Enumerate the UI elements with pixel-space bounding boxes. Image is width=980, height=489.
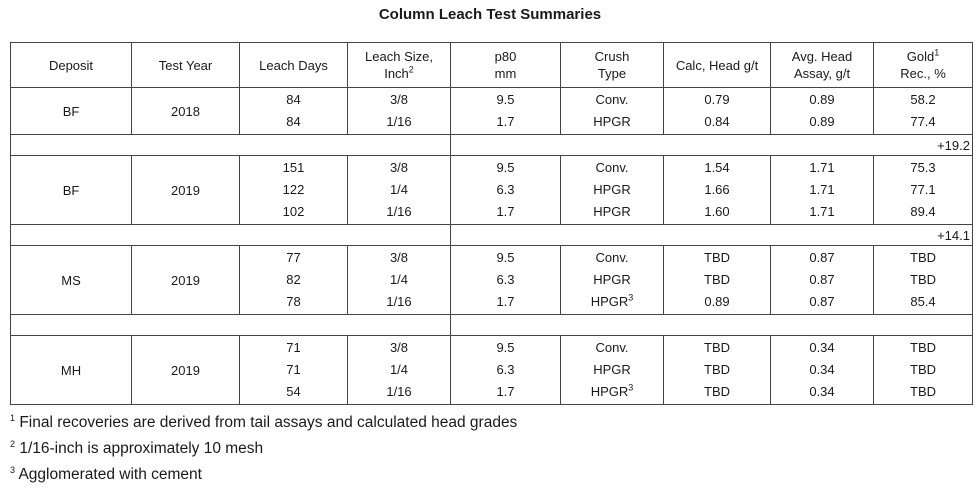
crush-text: Conv. xyxy=(595,340,629,355)
days-cell xyxy=(240,156,348,225)
calc-text: 0.84 xyxy=(704,114,730,129)
crush-value xyxy=(561,247,663,269)
calc-text: 1.66 xyxy=(704,182,730,197)
header-leach-size-line2: Inch xyxy=(384,66,409,81)
avg-text: 0.34 xyxy=(809,362,835,377)
recovery-difference xyxy=(451,315,973,336)
crush-value xyxy=(561,291,663,313)
header-gold-line2: Rec., % xyxy=(900,66,946,81)
avg-text: 0.87 xyxy=(809,294,835,309)
gold-text: TBD xyxy=(910,250,936,265)
calc-text: 0.79 xyxy=(704,92,730,107)
size-value xyxy=(348,291,450,313)
test-year-cell: 2019 xyxy=(132,336,240,405)
days-text: 122 xyxy=(282,182,305,197)
footnote xyxy=(10,410,517,436)
gold-value xyxy=(874,89,972,111)
size-value xyxy=(348,111,450,133)
test-year-cell: 2018 xyxy=(132,88,240,135)
gold-text: TBD xyxy=(910,362,936,377)
crush-cell xyxy=(561,88,664,135)
size-value xyxy=(348,201,450,223)
avg-value xyxy=(771,269,873,291)
crush-cell xyxy=(561,336,664,405)
avg-text: 1.71 xyxy=(809,160,835,175)
crush-cell xyxy=(561,156,664,225)
p80-text: 1.7 xyxy=(496,384,515,399)
calc-value xyxy=(664,111,770,133)
deposit-cell: MS xyxy=(11,246,132,315)
calc-text: TBD xyxy=(704,362,730,377)
gold-text: TBD xyxy=(910,272,936,287)
crush-value xyxy=(561,179,663,201)
separator-left xyxy=(11,315,451,336)
leach-test-table xyxy=(10,42,973,405)
days-text: 84 xyxy=(286,92,301,107)
footnote-mark: 1 xyxy=(10,412,16,423)
p80-value xyxy=(451,201,560,223)
size-text: 1/16 xyxy=(386,114,412,129)
header-leach-size-line1: Leach Size, xyxy=(365,49,433,64)
size-text: 3/8 xyxy=(389,92,409,107)
gold-cell xyxy=(874,156,973,225)
footnote xyxy=(10,436,517,462)
size-value xyxy=(348,89,450,111)
header-avg-head xyxy=(771,43,874,88)
crush-text: HPGR xyxy=(593,114,631,129)
avg-cell xyxy=(771,336,874,405)
days-cell xyxy=(240,336,348,405)
p80-value xyxy=(451,291,560,313)
p80-value xyxy=(451,89,560,111)
gold-value xyxy=(874,247,972,269)
days-value xyxy=(240,179,347,201)
size-cell xyxy=(348,156,451,225)
gold-value xyxy=(874,269,972,291)
days-value xyxy=(240,291,347,313)
header-gold-line1: Gold xyxy=(906,49,935,64)
header-crush-type xyxy=(561,43,664,88)
days-value xyxy=(240,269,347,291)
days-text: 54 xyxy=(286,384,301,399)
header-crush-line2: Type xyxy=(597,66,627,81)
header-test-year: Test Year xyxy=(132,43,240,88)
gold-value xyxy=(874,157,972,179)
avg-text: 0.34 xyxy=(809,340,835,355)
avg-text: 0.89 xyxy=(809,92,835,107)
recovery-difference: +19.2 xyxy=(451,135,973,156)
days-text: 102 xyxy=(282,204,305,219)
avg-value xyxy=(771,337,873,359)
header-avg-head-line1: Avg. Head xyxy=(791,49,853,64)
header-calc-head: Calc, Head g/t xyxy=(664,43,771,88)
crush-text: HPGR xyxy=(593,362,631,377)
days-text: 84 xyxy=(286,114,301,129)
table-title: Column Leach Test Summaries xyxy=(378,6,602,23)
crush-value xyxy=(561,269,663,291)
size-text: 1/4 xyxy=(389,362,409,377)
days-value xyxy=(240,247,347,269)
days-text: 78 xyxy=(286,294,301,309)
calc-value xyxy=(664,89,770,111)
days-value xyxy=(240,359,347,381)
header-crush-line1: Crush xyxy=(594,49,630,64)
header-leach-size xyxy=(348,43,451,88)
p80-text: 1.7 xyxy=(496,294,515,309)
p80-text: 9.5 xyxy=(496,250,515,265)
avg-text: 0.89 xyxy=(809,114,835,129)
p80-cell xyxy=(451,246,561,315)
p80-cell xyxy=(451,88,561,135)
p80-text: 9.5 xyxy=(496,340,515,355)
p80-value xyxy=(451,381,560,403)
avg-text: 1.71 xyxy=(809,204,835,219)
days-value xyxy=(240,381,347,403)
calc-cell xyxy=(664,336,771,405)
days-text: 151 xyxy=(282,160,305,175)
test-year-cell: 2019 xyxy=(132,246,240,315)
header-leach-days: Leach Days xyxy=(240,43,348,88)
calc-text: TBD xyxy=(704,272,730,287)
calc-value xyxy=(664,359,770,381)
calc-text: 1.60 xyxy=(704,204,730,219)
p80-value xyxy=(451,359,560,381)
gold-value xyxy=(874,359,972,381)
avg-value xyxy=(771,381,873,403)
days-text: 71 xyxy=(286,362,301,377)
header-p80-line1: p80 xyxy=(494,49,517,64)
p80-value xyxy=(451,111,560,133)
separator-row xyxy=(11,135,973,156)
gold-cell xyxy=(874,336,973,405)
size-text: 1/16 xyxy=(386,204,412,219)
crush-value xyxy=(561,359,663,381)
avg-value xyxy=(771,179,873,201)
header-leach-size-sup: 2 xyxy=(408,64,414,75)
calc-value xyxy=(664,291,770,313)
crush-footnote-sup: 3 xyxy=(628,382,634,393)
gold-value xyxy=(874,111,972,133)
gold-value xyxy=(874,291,972,313)
avg-value xyxy=(771,201,873,223)
table-row xyxy=(11,246,973,315)
size-text: 3/8 xyxy=(389,340,409,355)
crush-footnote-sup: 3 xyxy=(628,292,634,303)
days-value xyxy=(240,337,347,359)
gold-value xyxy=(874,201,972,223)
separator-left xyxy=(11,135,451,156)
separator-row xyxy=(11,225,973,246)
p80-value xyxy=(451,179,560,201)
gold-cell xyxy=(874,88,973,135)
deposit-cell: BF xyxy=(11,88,132,135)
size-value xyxy=(348,381,450,403)
crush-text: HPGR xyxy=(593,272,631,287)
gold-value xyxy=(874,337,972,359)
avg-cell xyxy=(771,156,874,225)
calc-cell xyxy=(664,246,771,315)
calc-value xyxy=(664,201,770,223)
gold-text: 58.2 xyxy=(910,92,936,107)
p80-cell xyxy=(451,336,561,405)
table-row xyxy=(11,336,973,405)
calc-text: TBD xyxy=(704,384,730,399)
calc-value xyxy=(664,381,770,403)
days-text: 77 xyxy=(286,250,301,265)
table-row xyxy=(11,156,973,225)
size-text: 1/16 xyxy=(386,294,412,309)
size-value xyxy=(348,247,450,269)
crush-value xyxy=(561,201,663,223)
crush-text: HPGR xyxy=(593,204,631,219)
size-text: 1/16 xyxy=(386,384,412,399)
p80-text: 1.7 xyxy=(496,204,515,219)
crush-value xyxy=(561,89,663,111)
header-gold-sup: 1 xyxy=(934,47,940,58)
days-value xyxy=(240,201,347,223)
calc-text: TBD xyxy=(704,250,730,265)
calc-value xyxy=(664,247,770,269)
header-avg-head-line2: Assay, g/t xyxy=(793,66,851,81)
crush-text: Conv. xyxy=(595,160,629,175)
separator-left xyxy=(11,225,451,246)
calc-text: 0.89 xyxy=(704,294,730,309)
p80-value xyxy=(451,247,560,269)
size-text: 1/4 xyxy=(389,272,409,287)
footnote-text: Agglomerated with cement xyxy=(18,466,202,483)
calc-value xyxy=(664,269,770,291)
footnote xyxy=(10,462,517,488)
calc-value xyxy=(664,157,770,179)
deposit-cell: BF xyxy=(11,156,132,225)
deposit-cell: MH xyxy=(11,336,132,405)
size-value xyxy=(348,269,450,291)
gold-value xyxy=(874,179,972,201)
size-cell xyxy=(348,246,451,315)
avg-value xyxy=(771,89,873,111)
crush-text: HPGR xyxy=(590,294,629,309)
gold-text: 77.1 xyxy=(910,182,936,197)
crush-text: Conv. xyxy=(595,92,629,107)
days-cell xyxy=(240,246,348,315)
avg-text: 0.34 xyxy=(809,384,835,399)
gold-text: 85.4 xyxy=(910,294,936,309)
p80-value xyxy=(451,269,560,291)
recovery-difference: +14.1 xyxy=(451,225,973,246)
calc-cell xyxy=(664,88,771,135)
p80-value xyxy=(451,157,560,179)
avg-value xyxy=(771,291,873,313)
days-text: 71 xyxy=(286,340,301,355)
days-value xyxy=(240,157,347,179)
crush-value xyxy=(561,111,663,133)
crush-text: HPGR xyxy=(590,384,629,399)
crush-text: HPGR xyxy=(593,182,631,197)
gold-text: 89.4 xyxy=(910,204,936,219)
gold-value xyxy=(874,381,972,403)
calc-cell xyxy=(664,156,771,225)
avg-value xyxy=(771,247,873,269)
avg-cell xyxy=(771,88,874,135)
calc-value xyxy=(664,179,770,201)
size-text: 1/4 xyxy=(389,182,409,197)
size-text: 3/8 xyxy=(389,160,409,175)
days-value xyxy=(240,89,347,111)
days-text: 82 xyxy=(286,272,301,287)
calc-text: TBD xyxy=(704,340,730,355)
footnote-text: Final recoveries are derived from tail assays and calculated head grades xyxy=(19,414,518,431)
avg-value xyxy=(771,111,873,133)
avg-text: 0.87 xyxy=(809,250,835,265)
gold-text: TBD xyxy=(910,340,936,355)
calc-text: 1.54 xyxy=(704,160,730,175)
p80-text: 1.7 xyxy=(496,114,515,129)
size-cell xyxy=(348,88,451,135)
avg-value xyxy=(771,157,873,179)
avg-text: 1.71 xyxy=(809,182,835,197)
size-value xyxy=(348,337,450,359)
footnote-text: 1/16-inch is approximately 10 mesh xyxy=(19,440,264,457)
footnote-mark: 2 xyxy=(10,438,16,449)
gold-cell xyxy=(874,246,973,315)
size-value xyxy=(348,359,450,381)
days-value xyxy=(240,111,347,133)
size-value xyxy=(348,179,450,201)
header-p80 xyxy=(451,43,561,88)
header-deposit: Deposit xyxy=(11,43,132,88)
size-cell xyxy=(348,336,451,405)
crush-cell xyxy=(561,246,664,315)
p80-text: 6.3 xyxy=(496,182,515,197)
test-year-cell: 2019 xyxy=(132,156,240,225)
avg-value xyxy=(771,359,873,381)
footnotes xyxy=(10,410,517,488)
crush-value xyxy=(561,381,663,403)
size-text: 3/8 xyxy=(389,250,409,265)
header-p80-line2: mm xyxy=(494,66,517,81)
gold-text: TBD xyxy=(910,384,936,399)
p80-text: 9.5 xyxy=(496,160,515,175)
gold-text: 75.3 xyxy=(910,160,936,175)
size-value xyxy=(348,157,450,179)
p80-text: 9.5 xyxy=(496,92,515,107)
p80-cell xyxy=(451,156,561,225)
p80-text: 6.3 xyxy=(496,272,515,287)
header-gold-rec xyxy=(874,43,973,88)
gold-text: 77.4 xyxy=(910,114,936,129)
footnote-mark: 3 xyxy=(10,464,16,475)
crush-value xyxy=(561,157,663,179)
table-row xyxy=(11,88,973,135)
p80-text: 6.3 xyxy=(496,362,515,377)
days-cell xyxy=(240,88,348,135)
separator-row xyxy=(11,315,973,336)
crush-value xyxy=(561,337,663,359)
calc-value xyxy=(664,337,770,359)
header-row xyxy=(11,43,973,88)
p80-value xyxy=(451,337,560,359)
avg-text: 0.87 xyxy=(809,272,835,287)
avg-cell xyxy=(771,246,874,315)
crush-text: Conv. xyxy=(595,250,629,265)
